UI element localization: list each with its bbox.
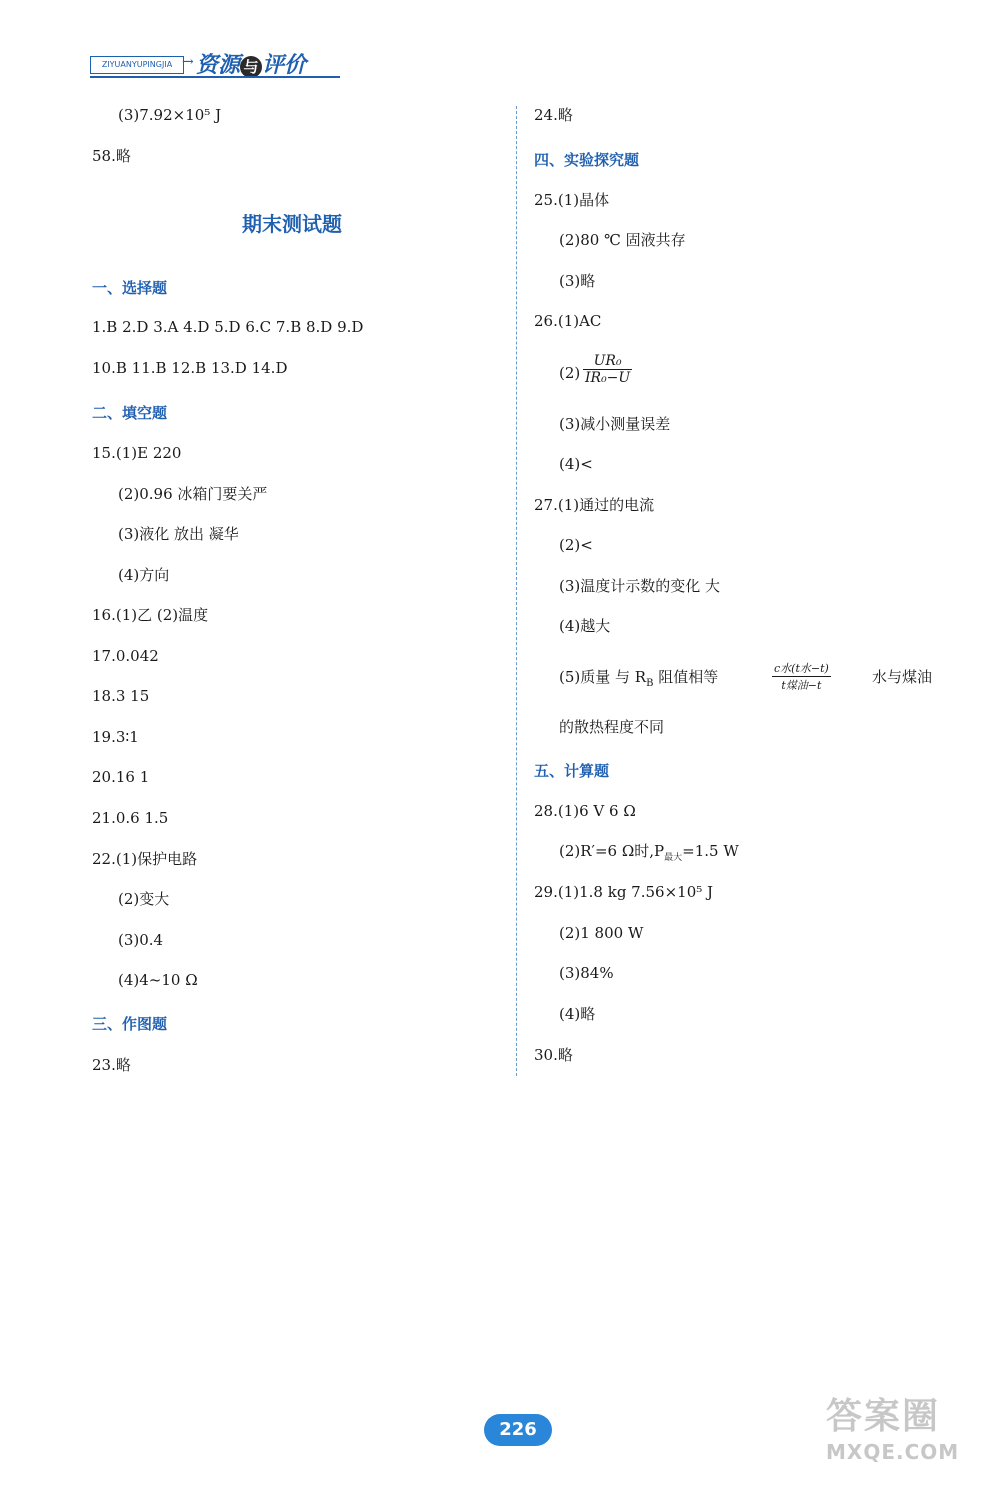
line-part: (5)质量 与 R xyxy=(559,668,647,686)
header-arrow-icon: → xyxy=(182,54,194,70)
left-line: (3)7.92×10⁵ J xyxy=(118,106,222,124)
section-heading: 一、选择题 xyxy=(92,279,168,297)
header-brand xyxy=(196,48,306,79)
fraction-resistance xyxy=(583,353,632,386)
right-line: (2)1 800 W xyxy=(559,924,644,942)
section-heading: 四、实验探究题 xyxy=(534,151,640,169)
header-pinyin: ZIYUANYUPINGJIA xyxy=(90,56,184,74)
subscript: B xyxy=(646,678,654,689)
left-line: 19.3∶1 xyxy=(92,728,139,746)
column-divider xyxy=(516,106,517,1076)
page-title: 期末测试题 xyxy=(242,212,342,236)
watermark-top: 答案圈 xyxy=(826,1396,941,1437)
right-line: (3)温度计示数的变化 大 xyxy=(559,577,721,595)
section-heading: 二、填空题 xyxy=(92,404,168,422)
right-line: (2)80 ℃ 固液共存 xyxy=(559,231,686,249)
right-line: 25.(1)晶体 xyxy=(534,191,610,209)
fraction-numerator: UR₀ xyxy=(583,353,632,370)
right-line: (3)84% xyxy=(559,964,614,982)
watermark xyxy=(826,1394,996,1484)
left-line: 18.3 15 xyxy=(92,687,150,705)
right-line: 27.(1)通过的电流 xyxy=(534,496,655,514)
left-line: (2)0.96 冰箱门要关严 xyxy=(118,485,268,503)
fraction-heat xyxy=(772,660,831,693)
subscript: 最大 xyxy=(664,853,683,863)
right-line: 29.(1)1.8 kg 7.56×10⁵ J xyxy=(534,883,714,901)
line-part: (2)R′=6 Ω时,P xyxy=(559,842,665,860)
left-line: 17.0.042 xyxy=(92,647,159,665)
left-line: 58.略 xyxy=(92,147,131,165)
page-number: 226 xyxy=(484,1414,552,1446)
line-part: =1.5 W xyxy=(682,842,739,860)
brand-left: 资源 xyxy=(196,53,241,78)
right-line: 24.略 xyxy=(534,106,573,124)
left-line: 21.0.6 1.5 xyxy=(92,809,169,827)
line-part: 阻值相等 xyxy=(653,668,719,686)
fraction-numerator: c水(t水−t) xyxy=(774,662,829,675)
left-line: 10.B 11.B 12.B 13.D 14.D xyxy=(92,359,288,377)
right-line: (4)略 xyxy=(559,1005,596,1023)
right-line: (2) xyxy=(559,364,581,382)
right-line: 水与煤油 xyxy=(872,668,933,686)
right-line: 30.略 xyxy=(534,1046,573,1064)
brand-mid: 与 xyxy=(240,56,262,78)
right-line: 28.(1)6 V 6 Ω xyxy=(534,802,636,820)
fraction-denominator: t煤油−t xyxy=(781,679,822,692)
left-line: (4)4~10 Ω xyxy=(118,971,198,989)
left-line: 1.B 2.D 3.A 4.D 5.D 6.C 7.B 8.D 9.D xyxy=(92,318,364,336)
header-banner xyxy=(90,46,340,78)
left-line: (3)液化 放出 凝华 xyxy=(118,525,239,543)
right-line xyxy=(559,667,718,694)
left-line: 16.(1)乙 (2)温度 xyxy=(92,606,209,624)
watermark-bottom: MXQE.COM xyxy=(826,1440,960,1464)
header-underline xyxy=(90,76,340,78)
right-line xyxy=(559,841,739,868)
right-line: 26.(1)AC xyxy=(534,312,602,330)
right-line: (2)< xyxy=(559,536,593,554)
right-line: (4)越大 xyxy=(559,617,611,635)
left-line: 22.(1)保护电路 xyxy=(92,850,198,868)
left-line: 23.略 xyxy=(92,1056,131,1074)
right-line: (3)减小测量误差 xyxy=(559,415,671,433)
left-line: (3)0.4 xyxy=(118,931,164,949)
left-line: (2)变大 xyxy=(118,890,170,908)
right-line: (4)< xyxy=(559,455,593,473)
left-line: 15.(1)E 220 xyxy=(92,444,182,462)
brand-right: 评价 xyxy=(262,53,307,78)
right-line: (3)略 xyxy=(559,272,596,290)
fraction-denominator: IR₀−U xyxy=(585,370,631,386)
right-line: 的散热程度不同 xyxy=(559,718,665,736)
left-line: (4)方向 xyxy=(118,566,170,584)
section-heading: 五、计算题 xyxy=(534,762,610,780)
left-line: 20.16 1 xyxy=(92,768,150,786)
section-heading: 三、作图题 xyxy=(92,1015,168,1033)
